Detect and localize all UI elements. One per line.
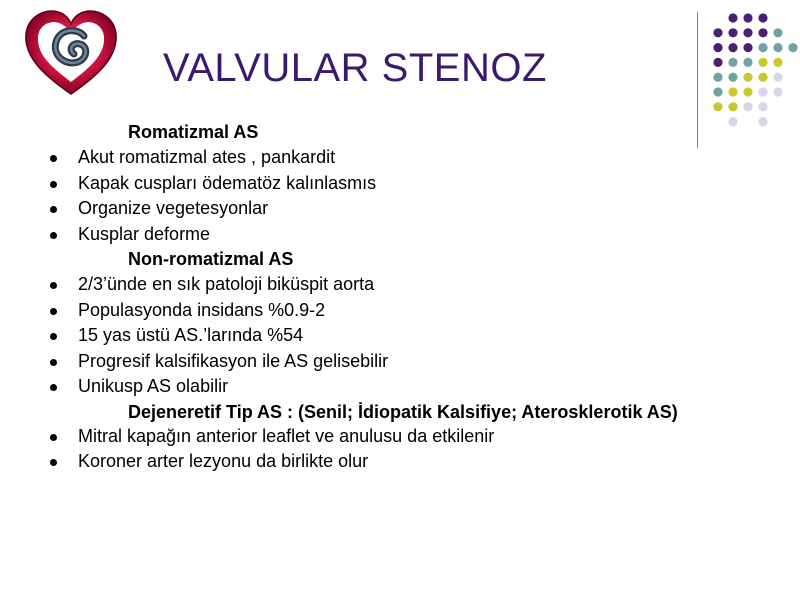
list-item-text: Akut romatizmal ates , pankardit xyxy=(78,147,336,167)
decorative-dot xyxy=(728,87,737,96)
list-item-text: Populasyonda insidans %0.9-2 xyxy=(78,299,326,320)
list-item-text: 15 yas üstü AS.’larında %54 xyxy=(78,325,304,345)
decorative-dot xyxy=(713,58,722,67)
list-item xyxy=(48,171,768,197)
bullet-icon xyxy=(50,181,57,188)
decorative-dot xyxy=(713,43,722,52)
bullet-icon xyxy=(50,232,57,239)
decorative-dot xyxy=(773,28,782,37)
list-item xyxy=(48,272,768,298)
decorative-dot xyxy=(773,58,782,67)
decorative-dot xyxy=(728,28,737,37)
list-item xyxy=(48,424,768,450)
decorative-dot xyxy=(773,87,782,96)
bullet-icon xyxy=(50,282,57,289)
decorative-dot xyxy=(728,13,737,22)
decorative-dot xyxy=(713,28,722,37)
decorative-dot xyxy=(743,13,752,22)
decorative-dot xyxy=(743,87,752,96)
decorative-dot xyxy=(743,58,752,67)
bullet-icon xyxy=(50,384,57,391)
list-item-text: Organize vegetesyonlar xyxy=(78,198,269,218)
list-item-text: Kapak cuspları ödematöz kalınlasmıs xyxy=(78,172,377,193)
decorative-dot xyxy=(713,87,722,96)
list-item-text: Unikusp AS olabilir xyxy=(78,376,229,396)
heart-logo-icon xyxy=(22,6,120,98)
list-item xyxy=(48,374,768,400)
bullet-icon xyxy=(50,206,57,213)
decorative-dot-grid xyxy=(700,0,800,140)
list-item-text: 2/3’ünde en sık patoloji biküspit aorta xyxy=(78,274,375,294)
decorative-dot xyxy=(713,102,722,111)
list-item-text: Progresif kalsifikasyon ile AS gelisebilir xyxy=(78,350,389,371)
decorative-dot xyxy=(758,28,767,37)
decorative-dot xyxy=(743,102,752,111)
bullet-icon xyxy=(50,308,57,315)
decorative-dot xyxy=(773,43,782,52)
decorative-dot xyxy=(758,73,767,82)
decorative-dot xyxy=(758,58,767,67)
decorative-dot xyxy=(743,28,752,37)
section-heading-romatizmal: Romatizmal AS xyxy=(128,122,259,142)
section-heading-text: Dejeneretif Tip AS : (Senil; İdiopatik Kalsifiye; Aterosklerotik AS) xyxy=(128,401,678,422)
slide-content xyxy=(48,120,768,475)
decorative-dot xyxy=(758,43,767,52)
decorative-dot xyxy=(758,102,767,111)
bullet-icon xyxy=(50,155,57,162)
section-heading-non-romatizmal: Non-romatizmal AS xyxy=(128,249,294,269)
list-item-text: Koroner arter lezyonu da birlikte olur xyxy=(78,451,369,471)
list-item xyxy=(48,298,768,324)
slide-title: VALVULAR STENOZ xyxy=(163,46,547,90)
decorative-dot xyxy=(728,58,737,67)
list-item xyxy=(48,196,768,222)
list-item xyxy=(48,323,768,349)
decorative-dot xyxy=(743,73,752,82)
list-item xyxy=(48,349,768,375)
section-heading-dejeneretif xyxy=(48,400,768,424)
decorative-dot xyxy=(743,43,752,52)
decorative-dot xyxy=(788,43,797,52)
decorative-dot xyxy=(728,73,737,82)
list-item xyxy=(48,449,768,475)
decorative-dot xyxy=(758,87,767,96)
decorative-dot xyxy=(728,102,737,111)
bullet-icon xyxy=(50,333,57,340)
bullet-icon xyxy=(50,434,57,441)
decorative-dot xyxy=(758,13,767,22)
list-item xyxy=(48,222,768,248)
decorative-dot xyxy=(713,73,722,82)
decorative-dot xyxy=(773,73,782,82)
decorative-dot xyxy=(728,43,737,52)
list-item-text: Kusplar deforme xyxy=(78,223,211,244)
list-item xyxy=(48,145,768,171)
bullet-icon xyxy=(50,459,57,466)
list-item-text: Mitral kapağın anterior leaflet ve anulusu da etkilenir xyxy=(78,425,495,446)
bullet-icon xyxy=(50,359,57,366)
